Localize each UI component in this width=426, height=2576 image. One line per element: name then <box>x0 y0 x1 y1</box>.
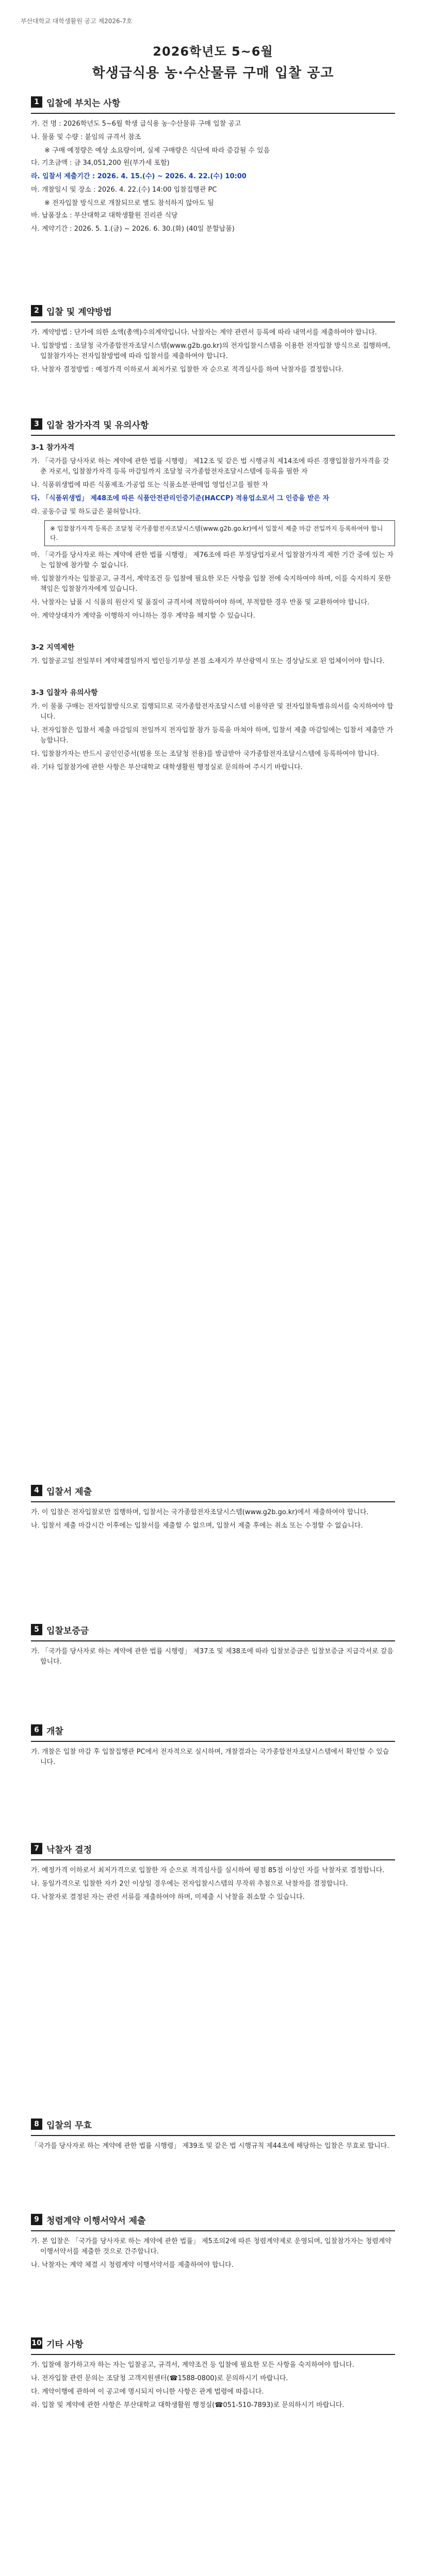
list-item: 아. 계약상대자가 계약을 이행하지 아니하는 경우 계약을 해지할 수 있습니다. <box>31 612 255 620</box>
section-divider <box>31 2354 395 2355</box>
list-item: 다. 「식품위생법」 제48조에 따른 식품안전관리인증기준(HACCP) 적용업소로서 그 인증을 받은 자 <box>31 495 330 502</box>
list-item: 「국가를 당사자로 하는 계약에 관한 법률 시행령」 제39조 및 같은 법 시행규칙 제44조에 해당하는 입찰은 무효로 합니다. <box>31 2142 389 2150</box>
list-item: 가. 이 입찰은 전자입찰로만 집행하며, 입찰서는 국가종합전자조달시스템(www.g2b.go.kr)에서 제출하여야 합니다. <box>31 1509 369 1516</box>
notice-title <box>0 41 426 81</box>
list-item: 가. 본 입찰은 「국가를 당사자로 하는 계약에 관한 법률」 제5조의2에 따른 청렴계약제로 운영되며, 입찰참가자는 청렴계약 이행서약서를 제출한 것으로 간주합니다. <box>31 2238 391 2256</box>
section-title: 입찰에 부치는 사항 <box>46 98 121 109</box>
list-item: 사. 낙찰자는 납품 시 식품의 원산지 및 품질이 규격서에 적합하여야 하며, 부적합한 경우 반품 및 교환하여야 합니다. <box>31 599 370 606</box>
section-number: 8 <box>31 2119 42 2130</box>
section-9 <box>31 2213 395 2274</box>
section-number: 5 <box>31 1624 42 1635</box>
section-number: 2 <box>31 305 42 316</box>
section-7 <box>31 1842 395 1906</box>
list-item: 마. 개찰일시 및 장소 : 2026. 4. 22.(수) 14:00 입찰집행관 PC <box>31 186 217 194</box>
section-number: 3 <box>31 418 42 430</box>
subsection-title: 3-2 지역제한 <box>31 643 75 652</box>
section-title: 입찰서 제출 <box>46 1486 92 1497</box>
list-item: 라. 기타 입찰참가에 관한 사항은 부산대학교 대학생활원 행정실로 문의하여 주시기 바랍니다. <box>31 764 303 771</box>
section-title: 낙찰자 결정 <box>46 1844 92 1855</box>
section-8 <box>31 2117 395 2155</box>
list-item: 나. 식품위생법에 따른 식품제조·가공업 또는 식품소분·판매업 영업신고를 필한 자 <box>31 481 268 489</box>
list-item: 가. 계약방법 : 단가에 의한 소액(총액)수의계약입니다. 낙찰자는 계약 관련서 등록에 따라 내역서를 제출하여야 합니다. <box>31 329 377 336</box>
section-divider <box>31 1859 395 1860</box>
title-line-1: 2026학년도 5~6월 <box>153 44 273 59</box>
section-number: 1 <box>31 96 42 108</box>
list-item: 나. 입찰방법 : 조달청 국가종합전자조달시스템(www.g2b.go.kr)의 전자입찰시스템을 이용한 전자입찰 방식으로 집행하며, 입찰참가자는 전자입찰방법에 따라 입찰서를 제출하여야 합니다. <box>31 342 390 360</box>
list-item: 가. 「국가를 당사자로 하는 계약에 관한 법률 시행령」 제12조 및 같은 법 시행규칙 제14조에 따른 경쟁입찰참가자격을 갖춘 자로서, 입찰참가자격 등록 마감일까지 조달청 국가종합전자조달시스템에 등록을 필한 자 <box>31 457 389 476</box>
list-item: 가. 개찰은 입찰 마감 후 입찰집행관 PC에서 전자적으로 실시하며, 개찰결과는 국가종합전자조달시스템에서 확인할 수 있습니다. <box>31 1748 389 1766</box>
list-note: ※ 전자입찰 방식으로 개찰되므로 별도 참석하지 않아도 됨 <box>44 199 214 207</box>
section-divider <box>31 435 395 436</box>
section-5 <box>31 1623 395 1670</box>
list-item: 다. 기초금액 : 금 34,051,200 원(부가세 포함) <box>31 159 170 167</box>
section-number: 9 <box>31 2214 42 2225</box>
section-title: 입찰 및 계약방법 <box>46 307 112 317</box>
notice-number: 부산대학교 대학생활원 공고 제2026-7호 <box>21 18 133 25</box>
list-item: 가. 입찰에 참가하고자 하는 자는 입찰공고, 규격서, 계약조건 등 입찰에 필요한 모든 사항을 숙지하여야 합니다. <box>31 2361 354 2369</box>
section-title: 개찰 <box>46 1726 63 1737</box>
list-item: 다. 입찰참가자는 반드시 공인인증서(범용 또는 조달청 전용)를 발급받아 국가종합전자조달시스템에 등록하여야 합니다. <box>31 750 380 758</box>
section-number: 10 <box>31 2337 42 2349</box>
section-divider <box>31 1741 395 1742</box>
section-divider <box>31 1640 395 1641</box>
section-divider <box>31 321 395 323</box>
section-4 <box>31 1484 395 1534</box>
notice-box: ※ 입찰참가자격 등록은 조달청 국가종합전자조달시스템(www.g2b.go.kr)에서 입찰서 제출 마감 전일까지 등록하여야 합니다. <box>44 520 395 546</box>
section-10 <box>31 2336 395 2414</box>
title-line-2: 학생급식용 농·수산물류 구매 입찰 공고 <box>92 65 334 81</box>
list-item: 가. 「국가를 당사자로 하는 계약에 관한 법률 시행령」 제37조 및 제38조에 따라 입찰보증금은 입찰보증금 지급각서로 갈음합니다. <box>31 1648 394 1666</box>
section-3 <box>31 417 395 776</box>
section-number: 4 <box>31 1485 42 1496</box>
list-item: 사. 계약기간 : 2026. 5. 1.(금) ~ 2026. 6. 30.(화) (40일 분할납품) <box>31 225 235 233</box>
list-item: 다. 낙찰자 결정방법 : 예정가격 이하로서 최저가로 입찰한 자 순으로 적격심사를 하여 낙찰자를 결정합니다. <box>31 366 344 374</box>
list-item: 라. 공동수급 및 하도급은 불허합니다. <box>31 508 141 516</box>
list-item: 바. 입찰참가자는 입찰공고, 규격서, 계약조건 등 입찰에 필요한 모든 사항을 입찰 전에 숙지하여야 하며, 이를 숙지하지 못한 책임은 입찰참가자에게 있습니다. <box>31 575 391 593</box>
list-item: 바. 납품장소 : 부산대학교 대학생활원 진리관 식당 <box>31 212 178 219</box>
list-item: 나. 전자입찰 관련 문의는 조달청 고객지원센터(☎1588-0800)로 문의하시기 바랍니다. <box>31 2375 288 2382</box>
section-2 <box>31 304 395 378</box>
section-divider <box>31 2135 395 2136</box>
section-title: 입찰보증금 <box>46 1625 89 1636</box>
section-title: 청렴계약 이행서약서 제출 <box>46 2215 146 2226</box>
list-item: 다. 계약이행에 관하여 이 공고에 명시되지 아니한 사항은 관계 법령에 따릅니다. <box>31 2388 264 2396</box>
section-title: 기타 사항 <box>46 2339 84 2350</box>
list-item: 나. 동일가격으로 입찰한 자가 2인 이상일 경우에는 전자입찰시스템의 무작위 추첨으로 낙찰자를 결정합니다. <box>31 1880 348 1888</box>
list-note: ※ 구매 예정량은 예상 소요량이며, 실제 구매량은 식단에 따라 증감될 수 있음 <box>44 147 270 155</box>
section-title: 입찰 참가자격 및 유의사항 <box>46 420 149 431</box>
section-1 <box>31 95 395 238</box>
section-divider <box>31 2230 395 2231</box>
list-item: 가. 예정가격 이하로서 최저가격으로 입찰한 자 순으로 적격심사를 실시하여 평점 85점 이상인 자를 낙찰자로 결정합니다. <box>31 1867 385 1874</box>
list-item: 가. 건 명 : 2026학년도 5~6월 학생 급식용 농·수산물류 구매 입찰 공고 <box>31 120 241 128</box>
list-item: 나. 낙찰자는 계약 체결 시 청렴계약 이행서약서를 제출하여야 합니다. <box>31 2261 234 2269</box>
list-item: 나. 입찰서 제출 마감시간 이후에는 입찰서를 제출할 수 없으며, 입찰서 제출 후에는 취소 또는 수정할 수 없습니다. <box>31 1522 363 1530</box>
list-item: 나. 물품 및 수량 : 붙임의 규격서 참조 <box>31 133 141 141</box>
list-item: 가. 입찰공고일 전일부터 계약체결일까지 법인등기부상 본점 소재지가 부산광역시 또는 경상남도로 된 업체이어야 합니다. <box>31 657 385 665</box>
list-item: 라. 입찰 및 계약에 관한 사항은 부산대학교 대학생활원 행정실(☎051-510-7893)로 문의하시기 바랍니다. <box>31 2401 345 2409</box>
list-item: 라. 입찰서 제출기간 : 2026. 4. 15.(수) ~ 2026. 4. 22.(수) 10:00 <box>31 173 247 180</box>
subsection-title: 3-3 입찰자 유의사항 <box>31 689 98 697</box>
section-number: 7 <box>31 1843 42 1854</box>
section-number: 6 <box>31 1724 42 1736</box>
section-title: 입찰의 무효 <box>46 2120 92 2131</box>
list-item: 가. 이 물품 구매는 전자입찰방식으로 집행되므로 국가종합전자조달시스템 이용약관 및 전자입찰특별유의서를 숙지하여야 합니다. <box>31 703 394 721</box>
list-item: 마. 「국가를 당사자로 하는 계약에 관한 법률 시행령」 제76조에 따른 부정당업자로서 입찰참가자격 제한 기간 중에 있는 자는 입찰에 참가할 수 없습니다. <box>31 551 394 569</box>
section-divider <box>31 113 395 114</box>
subsection-title: 3-1 참가자격 <box>31 444 75 452</box>
list-item: 다. 낙찰자로 결정된 자는 관련 서류를 제출하여야 하며, 미제출 시 낙찰을 취소할 수 있습니다. <box>31 1893 305 1901</box>
section-6 <box>31 1723 395 1771</box>
section-divider <box>31 1501 395 1502</box>
list-item: 나. 전자입찰은 입찰서 제출 마감일의 전일까지 전자입찰 참가 등록을 마쳐야 하며, 입찰서 제출 마감일에는 입찰서 제출만 가능합니다. <box>31 726 394 744</box>
